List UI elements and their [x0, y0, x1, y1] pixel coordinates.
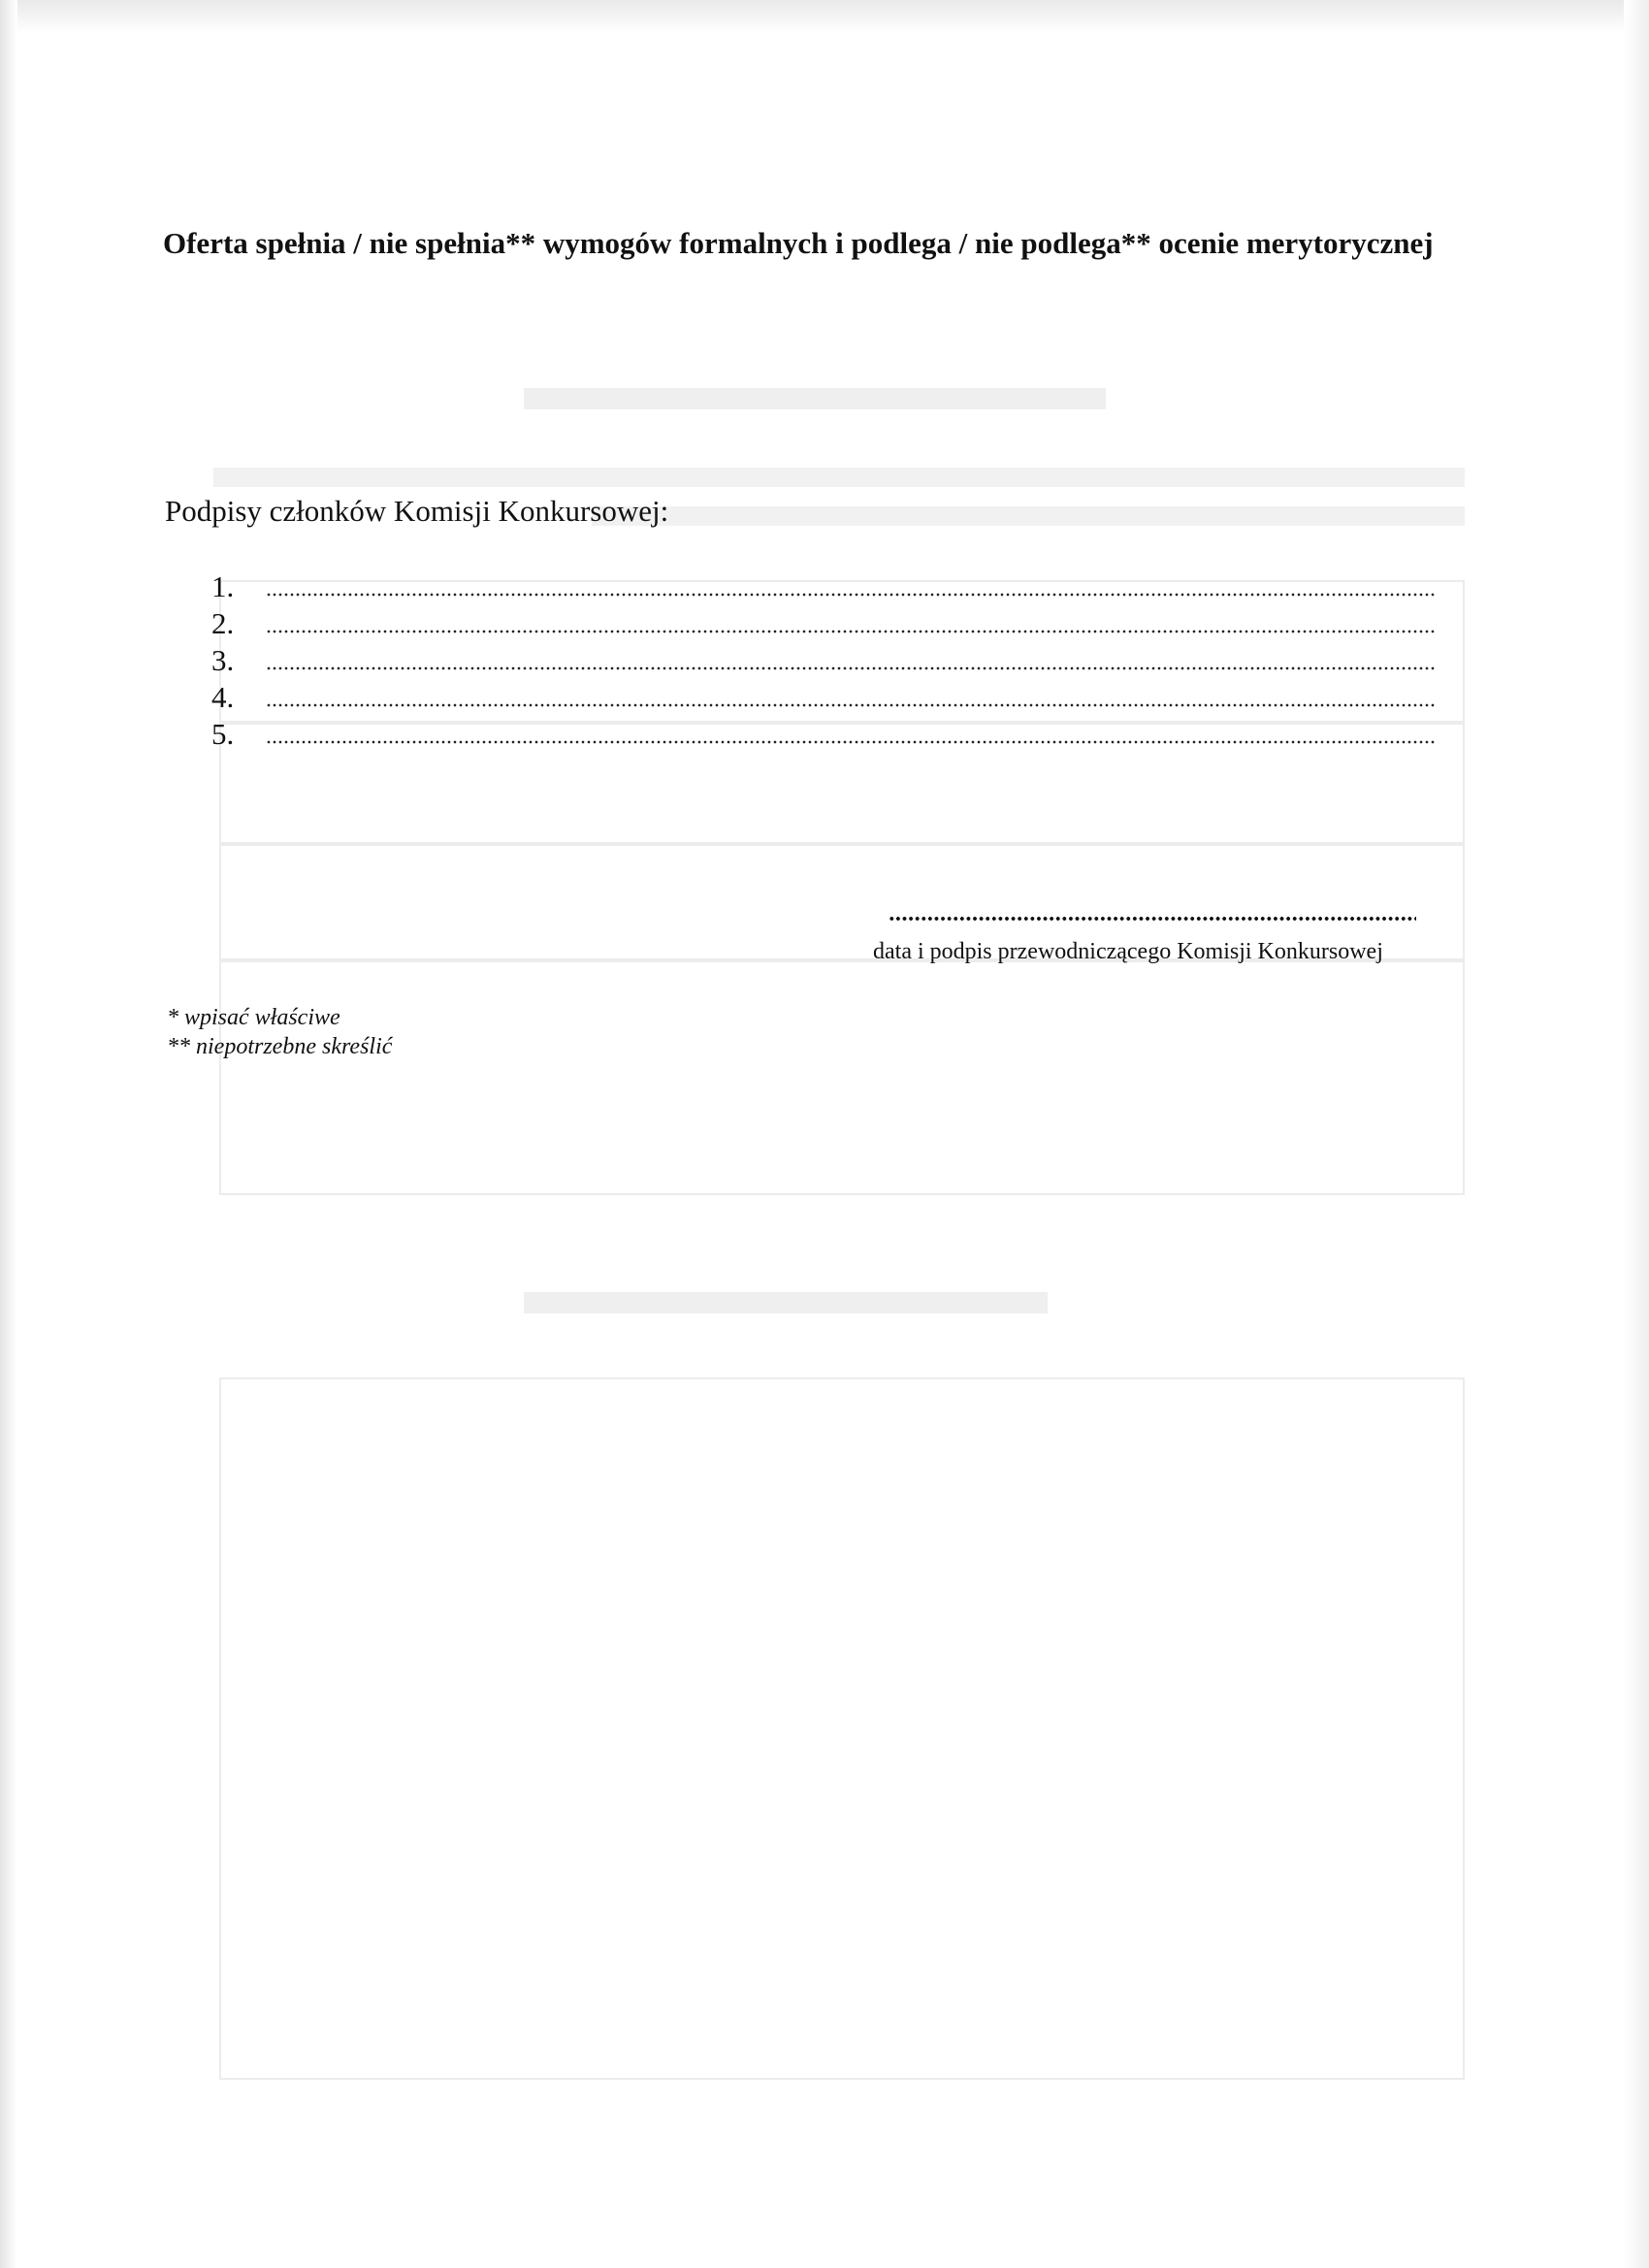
signature-number: 3. — [211, 643, 235, 677]
chair-signature-caption: data i podpis przewodniczącego Komisji Konkursowej — [873, 939, 1383, 964]
signature-line-5 — [211, 716, 1436, 753]
signature-number: 2. — [211, 606, 235, 640]
signature-dotted-line — [266, 703, 1436, 707]
eligibility-heading: Oferta spełnia / nie spełnia** wymogów formalnych i podlega / nie podlega** ocenie merytorycznej — [163, 226, 1434, 260]
ghost-text-block — [592, 485, 1465, 526]
scan-top-edge — [0, 0, 1649, 33]
signature-dotted-line — [266, 593, 1436, 597]
signature-list — [211, 568, 1436, 753]
signature-line-4 — [211, 679, 1436, 716]
scan-right-edge — [1624, 0, 1649, 2268]
signature-dotted-line — [266, 630, 1436, 633]
signature-dotted-line — [266, 666, 1436, 670]
ghost-text-block — [524, 359, 1106, 409]
signature-line-1 — [211, 568, 1436, 605]
chair-signature-dotted-line — [889, 916, 1416, 922]
scan-left-edge — [0, 0, 17, 2268]
signature-number: 4. — [211, 680, 235, 714]
footnotes — [167, 1003, 392, 1061]
signature-number: 5. — [211, 717, 235, 751]
signatures-label: Podpisy członków Komisji Konkursowej: — [165, 494, 669, 528]
ghost-text-block — [213, 446, 1465, 487]
ghost-box — [219, 1377, 1465, 2080]
signature-line-3 — [211, 642, 1436, 679]
signature-dotted-line — [266, 740, 1436, 744]
ghost-text-block — [524, 1271, 1048, 1313]
signature-number: 1. — [211, 569, 235, 603]
signature-line-2 — [211, 605, 1436, 642]
footnote-single-asterisk: * wpisać właściwe — [167, 1005, 340, 1030]
ghost-box — [219, 958, 1465, 1195]
footnote-double-asterisk: ** niepotrzebne skreślić — [167, 1034, 393, 1059]
